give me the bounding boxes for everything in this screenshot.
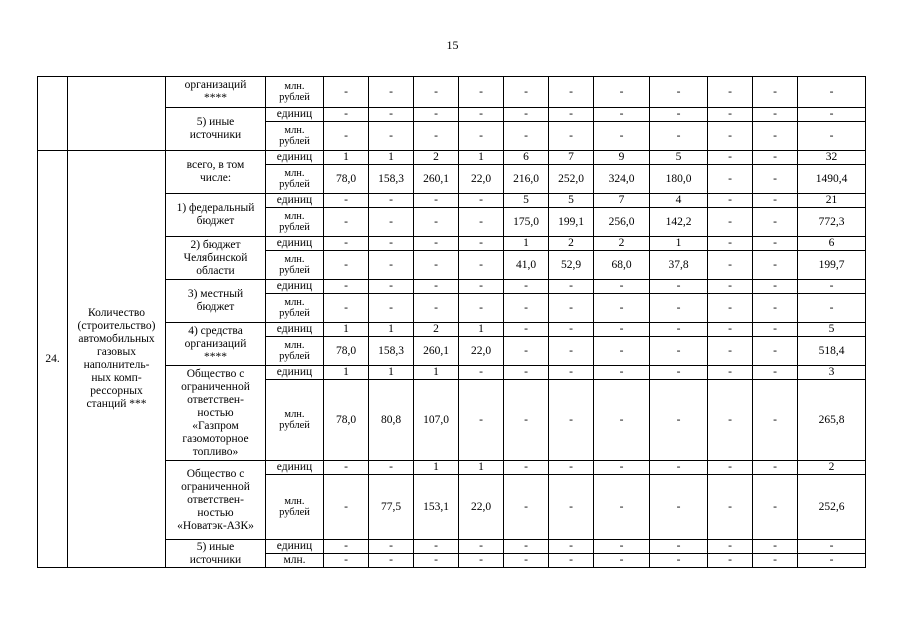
value-cell: - <box>708 323 753 337</box>
value-cell: - <box>459 380 504 461</box>
value-cell: - <box>753 208 798 237</box>
value-cell: - <box>414 237 459 251</box>
value-cell: 78,0 <box>324 337 369 366</box>
value-cell: - <box>708 461 753 475</box>
value-cell: - <box>594 294 650 323</box>
value-cell: 1 <box>504 237 549 251</box>
value-cell: - <box>504 337 549 366</box>
value-cell: - <box>594 77 650 108</box>
unit-cell: млн. рублей <box>266 294 324 323</box>
value-cell: 324,0 <box>594 165 650 194</box>
table-row <box>38 77 866 108</box>
value-cell: - <box>753 337 798 366</box>
value-cell: - <box>708 237 753 251</box>
value-cell: - <box>798 554 866 568</box>
value-cell: 22,0 <box>459 475 504 540</box>
unit-cell: млн. рублей <box>266 475 324 540</box>
value-cell: - <box>504 366 549 380</box>
unit-cell: млн. рублей <box>266 165 324 194</box>
value-cell: - <box>324 280 369 294</box>
value-cell: - <box>414 208 459 237</box>
value-cell: - <box>459 194 504 208</box>
value-cell: - <box>650 280 708 294</box>
value-cell: 5 <box>798 323 866 337</box>
unit-cell: единиц <box>266 108 324 122</box>
value-cell: 252,0 <box>549 165 594 194</box>
value-cell: - <box>753 294 798 323</box>
value-cell: 2 <box>549 237 594 251</box>
value-cell: - <box>504 280 549 294</box>
value-cell: 1 <box>324 366 369 380</box>
value-cell: - <box>798 77 866 108</box>
value-cell: 1 <box>459 151 504 165</box>
value-cell: - <box>324 108 369 122</box>
value-cell: - <box>459 366 504 380</box>
value-cell: 265,8 <box>798 380 866 461</box>
value-cell: 78,0 <box>324 380 369 461</box>
value-cell: - <box>459 294 504 323</box>
value-cell: - <box>708 151 753 165</box>
value-cell: - <box>753 554 798 568</box>
value-cell: 7 <box>594 194 650 208</box>
value-cell: - <box>549 77 594 108</box>
value-cell: 260,1 <box>414 165 459 194</box>
unit-cell: единиц <box>266 194 324 208</box>
value-cell: 3 <box>798 366 866 380</box>
value-cell: - <box>650 323 708 337</box>
unit-cell: млн. рублей <box>266 77 324 108</box>
value-cell: - <box>594 380 650 461</box>
value-cell: - <box>594 122 650 151</box>
funding-source-cell: 5) иные источники <box>166 540 266 568</box>
funding-source-cell: 3) местный бюджет <box>166 280 266 323</box>
value-cell: - <box>549 366 594 380</box>
value-cell: - <box>650 540 708 554</box>
funding-source-cell: 1) федеральный бюджет <box>166 194 266 237</box>
value-cell: - <box>753 151 798 165</box>
value-cell: - <box>650 475 708 540</box>
value-cell: 252,6 <box>798 475 866 540</box>
value-cell: 32 <box>798 151 866 165</box>
value-cell: - <box>708 554 753 568</box>
value-cell: - <box>369 540 414 554</box>
value-cell: - <box>324 540 369 554</box>
value-cell: 175,0 <box>504 208 549 237</box>
value-cell: - <box>753 194 798 208</box>
value-cell: - <box>753 280 798 294</box>
value-cell: - <box>504 380 549 461</box>
value-cell: - <box>459 108 504 122</box>
value-cell: - <box>753 77 798 108</box>
value-cell: 1 <box>414 366 459 380</box>
value-cell: 216,0 <box>504 165 549 194</box>
funding-source-cell: 2) бюджет Челябинской области <box>166 237 266 280</box>
unit-cell: единиц <box>266 237 324 251</box>
funding-source-cell: 4) средства организаций **** <box>166 323 266 366</box>
value-cell: - <box>324 475 369 540</box>
value-cell: 6 <box>504 151 549 165</box>
value-cell: - <box>594 540 650 554</box>
value-cell: - <box>459 554 504 568</box>
value-cell: 1 <box>324 323 369 337</box>
value-cell: - <box>708 208 753 237</box>
unit-cell: единиц <box>266 366 324 380</box>
value-cell: - <box>369 554 414 568</box>
value-cell: - <box>708 108 753 122</box>
unit-cell: млн. <box>266 554 324 568</box>
unit-cell: млн. рублей <box>266 337 324 366</box>
value-cell: - <box>798 280 866 294</box>
value-cell: - <box>650 77 708 108</box>
value-cell: - <box>459 77 504 108</box>
value-cell: - <box>459 251 504 280</box>
value-cell: - <box>708 194 753 208</box>
value-cell: - <box>549 323 594 337</box>
value-cell: - <box>414 251 459 280</box>
value-cell: 256,0 <box>594 208 650 237</box>
value-cell: 52,9 <box>549 251 594 280</box>
value-cell: - <box>504 540 549 554</box>
value-cell: - <box>753 108 798 122</box>
value-cell: 158,3 <box>369 165 414 194</box>
value-cell: - <box>369 294 414 323</box>
value-cell: - <box>798 294 866 323</box>
value-cell: - <box>549 461 594 475</box>
value-cell: - <box>324 122 369 151</box>
value-cell: - <box>753 122 798 151</box>
value-cell: - <box>459 122 504 151</box>
value-cell: - <box>324 294 369 323</box>
value-cell: - <box>549 280 594 294</box>
value-cell: - <box>414 554 459 568</box>
value-cell: - <box>504 77 549 108</box>
value-cell: 2 <box>414 323 459 337</box>
value-cell: 2 <box>414 151 459 165</box>
value-cell: - <box>594 323 650 337</box>
item-number-cell: 24. <box>38 151 68 568</box>
value-cell: - <box>753 461 798 475</box>
value-cell: - <box>549 380 594 461</box>
unit-cell: единиц <box>266 151 324 165</box>
value-cell: - <box>798 540 866 554</box>
value-cell: - <box>369 122 414 151</box>
value-cell: - <box>549 122 594 151</box>
value-cell: - <box>504 323 549 337</box>
value-cell: - <box>594 461 650 475</box>
value-cell: - <box>594 554 650 568</box>
funding-source-cell: организаций **** <box>166 77 266 108</box>
value-cell: - <box>753 237 798 251</box>
value-cell: - <box>650 461 708 475</box>
value-cell: - <box>549 108 594 122</box>
unit-cell: млн. рублей <box>266 122 324 151</box>
value-cell: - <box>650 108 708 122</box>
value-cell: 7 <box>549 151 594 165</box>
value-cell: - <box>650 122 708 151</box>
value-cell: - <box>753 475 798 540</box>
value-cell: - <box>459 237 504 251</box>
unit-cell: единиц <box>266 323 324 337</box>
funding-source-cell: всего, в том числе: <box>166 151 266 194</box>
value-cell: 5 <box>504 194 549 208</box>
value-cell: - <box>369 280 414 294</box>
value-cell: 1 <box>459 461 504 475</box>
unit-cell: млн. рублей <box>266 208 324 237</box>
value-cell: - <box>708 280 753 294</box>
value-cell: - <box>594 108 650 122</box>
value-cell: 6 <box>798 237 866 251</box>
value-cell: 107,0 <box>414 380 459 461</box>
value-cell: - <box>708 77 753 108</box>
value-cell: - <box>414 77 459 108</box>
value-cell: - <box>369 237 414 251</box>
value-cell: - <box>549 475 594 540</box>
value-cell: - <box>549 294 594 323</box>
value-cell: 5 <box>549 194 594 208</box>
item-number-cell <box>38 77 68 151</box>
value-cell: 180,0 <box>650 165 708 194</box>
value-cell: - <box>594 280 650 294</box>
value-cell: - <box>324 251 369 280</box>
unit-cell: единиц <box>266 280 324 294</box>
value-cell: - <box>708 380 753 461</box>
value-cell: 2 <box>798 461 866 475</box>
value-cell: - <box>594 475 650 540</box>
unit-cell: млн. рублей <box>266 380 324 461</box>
value-cell: - <box>594 337 650 366</box>
value-cell: - <box>369 208 414 237</box>
value-cell: 78,0 <box>324 165 369 194</box>
value-cell: - <box>369 77 414 108</box>
value-cell: 1 <box>369 323 414 337</box>
funding-source-cell: 5) иные источники <box>166 108 266 151</box>
value-cell: - <box>414 108 459 122</box>
unit-cell: млн. рублей <box>266 251 324 280</box>
value-cell: - <box>459 540 504 554</box>
value-cell: - <box>324 237 369 251</box>
value-cell: 1 <box>650 237 708 251</box>
value-cell: 260,1 <box>414 337 459 366</box>
value-cell: - <box>753 540 798 554</box>
value-cell: 1490,4 <box>798 165 866 194</box>
value-cell: - <box>504 108 549 122</box>
funding-source-cell: Общество с ограниченной ответствен- ностью «Новатэк-АЗК» <box>166 461 266 540</box>
value-cell: - <box>504 461 549 475</box>
value-cell: 21 <box>798 194 866 208</box>
value-cell: - <box>324 461 369 475</box>
value-cell: - <box>753 366 798 380</box>
value-cell: - <box>708 251 753 280</box>
value-cell: - <box>753 323 798 337</box>
value-cell: - <box>369 194 414 208</box>
value-cell: 22,0 <box>459 165 504 194</box>
value-cell: - <box>324 208 369 237</box>
value-cell: - <box>650 380 708 461</box>
value-cell: - <box>504 554 549 568</box>
value-cell: - <box>708 294 753 323</box>
value-cell: - <box>708 165 753 194</box>
value-cell: - <box>708 540 753 554</box>
value-cell: - <box>708 366 753 380</box>
value-cell: - <box>753 251 798 280</box>
value-cell: 9 <box>594 151 650 165</box>
value-cell: - <box>324 77 369 108</box>
value-cell: - <box>414 122 459 151</box>
value-cell: - <box>324 194 369 208</box>
value-cell: 80,8 <box>369 380 414 461</box>
value-cell: - <box>459 208 504 237</box>
value-cell: 41,0 <box>504 251 549 280</box>
value-cell: - <box>650 554 708 568</box>
value-cell: 1 <box>369 366 414 380</box>
item-name-cell: Количество (строительство) автомобильных газовых наполнитель- ных комп- рессорных станций *** <box>68 151 166 568</box>
value-cell: - <box>708 337 753 366</box>
funding-source-cell: Общество с ограниченной ответствен- ностью «Газпром газомоторное топливо» <box>166 366 266 461</box>
unit-cell: единиц <box>266 461 324 475</box>
value-cell: - <box>594 366 650 380</box>
value-cell: 158,3 <box>369 337 414 366</box>
value-cell: 4 <box>650 194 708 208</box>
value-cell: - <box>414 294 459 323</box>
value-cell: - <box>414 194 459 208</box>
table-row <box>38 151 866 165</box>
value-cell: - <box>369 461 414 475</box>
value-cell: - <box>549 554 594 568</box>
value-cell: - <box>504 122 549 151</box>
value-cell: - <box>549 540 594 554</box>
value-cell: - <box>650 366 708 380</box>
unit-cell: единиц <box>266 540 324 554</box>
value-cell: - <box>650 337 708 366</box>
value-cell: 77,5 <box>369 475 414 540</box>
value-cell: 142,2 <box>650 208 708 237</box>
value-cell: - <box>504 294 549 323</box>
value-cell: 5 <box>650 151 708 165</box>
value-cell: 2 <box>594 237 650 251</box>
value-cell: - <box>708 475 753 540</box>
value-cell: - <box>798 108 866 122</box>
value-cell: 518,4 <box>798 337 866 366</box>
value-cell: 199,7 <box>798 251 866 280</box>
value-cell: - <box>504 475 549 540</box>
value-cell: - <box>798 122 866 151</box>
value-cell: 1 <box>459 323 504 337</box>
value-cell: - <box>708 122 753 151</box>
value-cell: 1 <box>324 151 369 165</box>
value-cell: - <box>324 554 369 568</box>
value-cell: - <box>650 294 708 323</box>
value-cell: - <box>459 280 504 294</box>
value-cell: 68,0 <box>594 251 650 280</box>
page-number: 15 <box>446 38 459 52</box>
value-cell: - <box>369 108 414 122</box>
value-cell: - <box>414 280 459 294</box>
value-cell: 772,3 <box>798 208 866 237</box>
value-cell: - <box>753 165 798 194</box>
value-cell: - <box>753 380 798 461</box>
report-table <box>37 76 866 568</box>
value-cell: - <box>549 337 594 366</box>
value-cell: 37,8 <box>650 251 708 280</box>
value-cell: 153,1 <box>414 475 459 540</box>
item-name-cell <box>68 77 166 151</box>
value-cell: 199,1 <box>549 208 594 237</box>
value-cell: 1 <box>369 151 414 165</box>
value-cell: 1 <box>414 461 459 475</box>
value-cell: 22,0 <box>459 337 504 366</box>
value-cell: - <box>369 251 414 280</box>
value-cell: - <box>414 540 459 554</box>
